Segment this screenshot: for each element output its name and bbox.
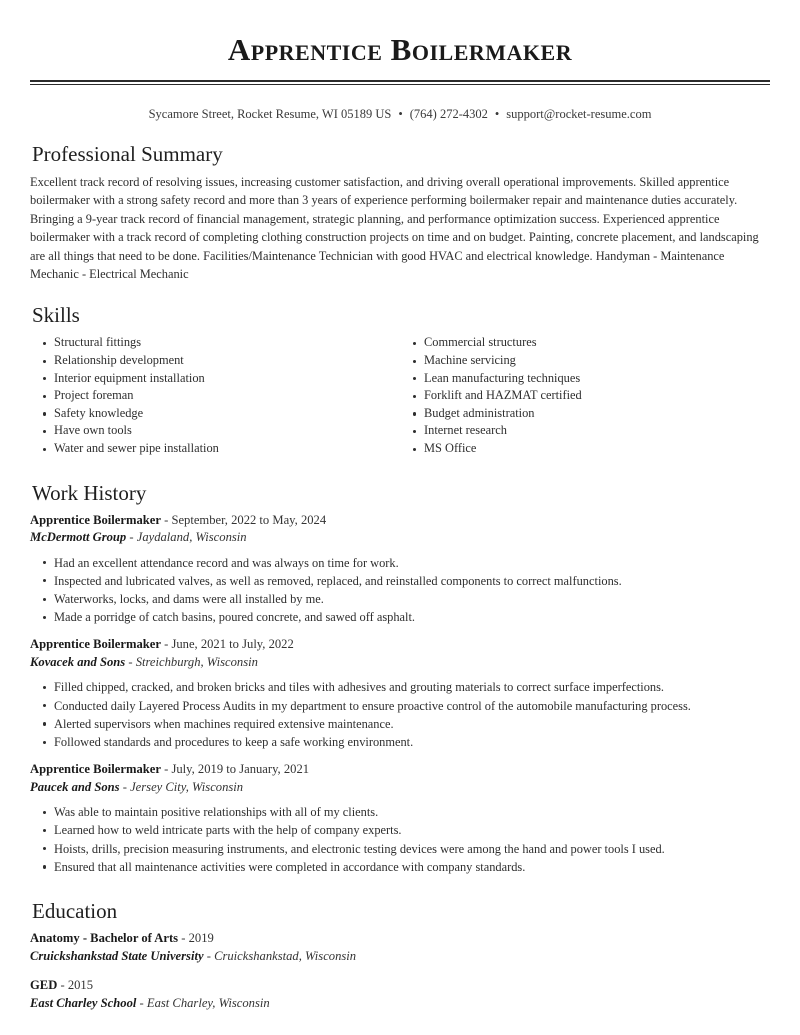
list-item: Waterworks, locks, and dams were all installed by me.: [30, 590, 770, 608]
list-item: Have own tools: [30, 422, 400, 440]
education-degree: GED: [30, 978, 58, 993]
work-history-entry: [30, 761, 770, 876]
list-item: Safety knowledge: [30, 405, 400, 423]
job-location: Streichburgh, Wisconsin: [135, 654, 258, 669]
list-item: Hoists, drills, precision measuring instruments, and electronic testing devices were among the hand and power tools I used.: [30, 840, 770, 858]
education-school: East Charley School: [30, 995, 137, 1010]
education-separator: -: [206, 948, 211, 963]
education-degree-line: [30, 930, 770, 948]
list-item: Relationship development: [30, 352, 400, 370]
education-entry: [30, 930, 770, 965]
job-separator: -: [122, 779, 127, 794]
list-item: Inspected and lubricated valves, as well as removed, replaced, and reinstalled components to correct malfunctions.: [30, 572, 770, 590]
education-degree: Anatomy - Bachelor of Arts: [30, 931, 179, 946]
list-item: Structural fittings: [30, 334, 400, 352]
job-dates: September, 2022 to May, 2024: [171, 512, 327, 527]
job-company: Paucek and Sons: [30, 779, 120, 794]
job-location: Jaydaland, Wisconsin: [136, 530, 247, 545]
list-item: Alerted supervisors when machines required extensive maintenance.: [30, 715, 770, 733]
section-skills: [30, 302, 770, 457]
job-company: McDermott Group: [30, 530, 127, 545]
section-title-skills: Skills: [32, 303, 80, 328]
job-role-line: [30, 512, 770, 530]
contact-line: [30, 106, 770, 122]
list-item: Was able to maintain positive relationships with all of my clients.: [30, 803, 770, 821]
education-school-line: [30, 948, 770, 966]
summary-text: Excellent track record of resolving issues, increasing customer satisfaction, and driving overall operational improvements. Skilled apprentice boilermaker with a strong safety record and more than 3 years of experience performing boilermaker repair and maintenance duties accurately. Bringing a 9-year track record of financial management, strategic planning, and performance optimization success. Experienced apprentice boilermaker with a track record of completing clothing construction projects on time and on budget. Painting, concrete placement, and landscaping are all things that need to be done. Facilities/Maintenance Technician with good HVAC and electrical knowledge. Handyman - Maintenance Mechanic - Electrical Mechanic: [30, 175, 759, 282]
education-school-line: [30, 995, 770, 1013]
job-bullets: [30, 803, 770, 876]
contact-phone[interactable]: (764) 272-4302: [409, 107, 488, 121]
job-bullets: [30, 678, 770, 751]
list-item: Internet research: [400, 422, 770, 440]
contact-separator-2: •: [494, 107, 500, 121]
job-separator: -: [164, 762, 169, 777]
skills-column-left: [30, 334, 400, 457]
list-item: Machine servicing: [400, 352, 770, 370]
list-item: Had an excellent attendance record and was always on time for work.: [30, 554, 770, 572]
job-company-line: [30, 654, 770, 672]
education-school: Cruickshankstad State University: [30, 948, 204, 963]
job-dates: July, 2019 to January, 2021: [171, 762, 310, 777]
list-item: Lean manufacturing techniques: [400, 370, 770, 388]
education-degree-line: [30, 977, 770, 995]
list-item: Followed standards and procedures to keep a safe working environment.: [30, 733, 770, 751]
education-location: Cruickshankstad, Wisconsin: [214, 948, 357, 963]
list-item: Ensured that all maintenance activities were completed in accordance with company standards.: [30, 858, 770, 876]
work-history-entry: [30, 636, 770, 751]
contact-separator-1: •: [398, 107, 403, 121]
job-role: Apprentice Boilermaker: [30, 512, 161, 527]
job-bullets: [30, 554, 770, 627]
education-separator: -: [181, 931, 186, 946]
skills-list-left: [30, 334, 400, 457]
education-year: 2015: [67, 978, 93, 993]
list-item: Interior equipment installation: [30, 370, 400, 388]
education-separator: -: [139, 995, 144, 1010]
list-item: Water and sewer pipe installation: [30, 440, 400, 458]
list-item: Filled chipped, cracked, and broken bricks and tiles with adhesives and grouting materials to correct surface imperfections.: [30, 678, 770, 696]
job-role-line: [30, 636, 770, 654]
list-item: Project foreman: [30, 387, 400, 405]
job-separator: -: [128, 654, 133, 669]
divider-thin-rule: [30, 84, 770, 85]
job-separator: -: [164, 512, 169, 527]
job-company-line: [30, 779, 770, 797]
job-separator: -: [129, 530, 134, 545]
job-company-line: [30, 529, 770, 547]
education-year: 2019: [188, 931, 214, 946]
job-role-line: [30, 761, 770, 779]
section-professional-summary: [30, 141, 770, 283]
list-item: Conducted daily Layered Process Audits in my department to ensure proactive control of the automobile manufacturing process.: [30, 697, 770, 715]
education-separator: -: [60, 978, 65, 993]
job-separator: -: [164, 637, 169, 652]
education-entry: [30, 977, 770, 1012]
job-company: Kovacek and Sons: [30, 654, 126, 669]
skills-list-right: [400, 334, 770, 457]
list-item: Made a porridge of catch basins, poured concrete, and sawed off asphalt.: [30, 608, 770, 626]
section-title-education: Education: [32, 899, 118, 924]
section-work-history: [30, 480, 770, 876]
page-title: Apprentice Boilermaker: [227, 32, 573, 67]
job-role: Apprentice Boilermaker: [30, 762, 161, 777]
education-location: East Charley, Wisconsin: [146, 995, 270, 1010]
header-divider: [30, 80, 770, 85]
list-item: Forklift and HAZMAT certified: [400, 387, 770, 405]
skills-column-right: [400, 334, 770, 457]
list-item: Budget administration: [400, 405, 770, 423]
job-role: Apprentice Boilermaker: [30, 637, 161, 652]
section-title-work-history: Work History: [32, 480, 147, 505]
skills-columns: [30, 334, 770, 457]
list-item: Learned how to weld intricate parts with the help of company experts.: [30, 821, 770, 839]
list-item: MS Office: [400, 440, 770, 458]
job-location: Jersey City, Wisconsin: [130, 779, 244, 794]
section-education: [30, 898, 770, 1012]
job-dates: June, 2021 to July, 2022: [171, 637, 294, 652]
contact-address: Sycamore Street, Rocket Resume, WI 05189 US: [148, 107, 392, 121]
section-title-summary: Professional Summary: [32, 142, 223, 166]
list-item: Commercial structures: [400, 334, 770, 352]
work-history-entry: [30, 512, 770, 627]
contact-email[interactable]: support@rocket-resume.com: [506, 107, 652, 121]
